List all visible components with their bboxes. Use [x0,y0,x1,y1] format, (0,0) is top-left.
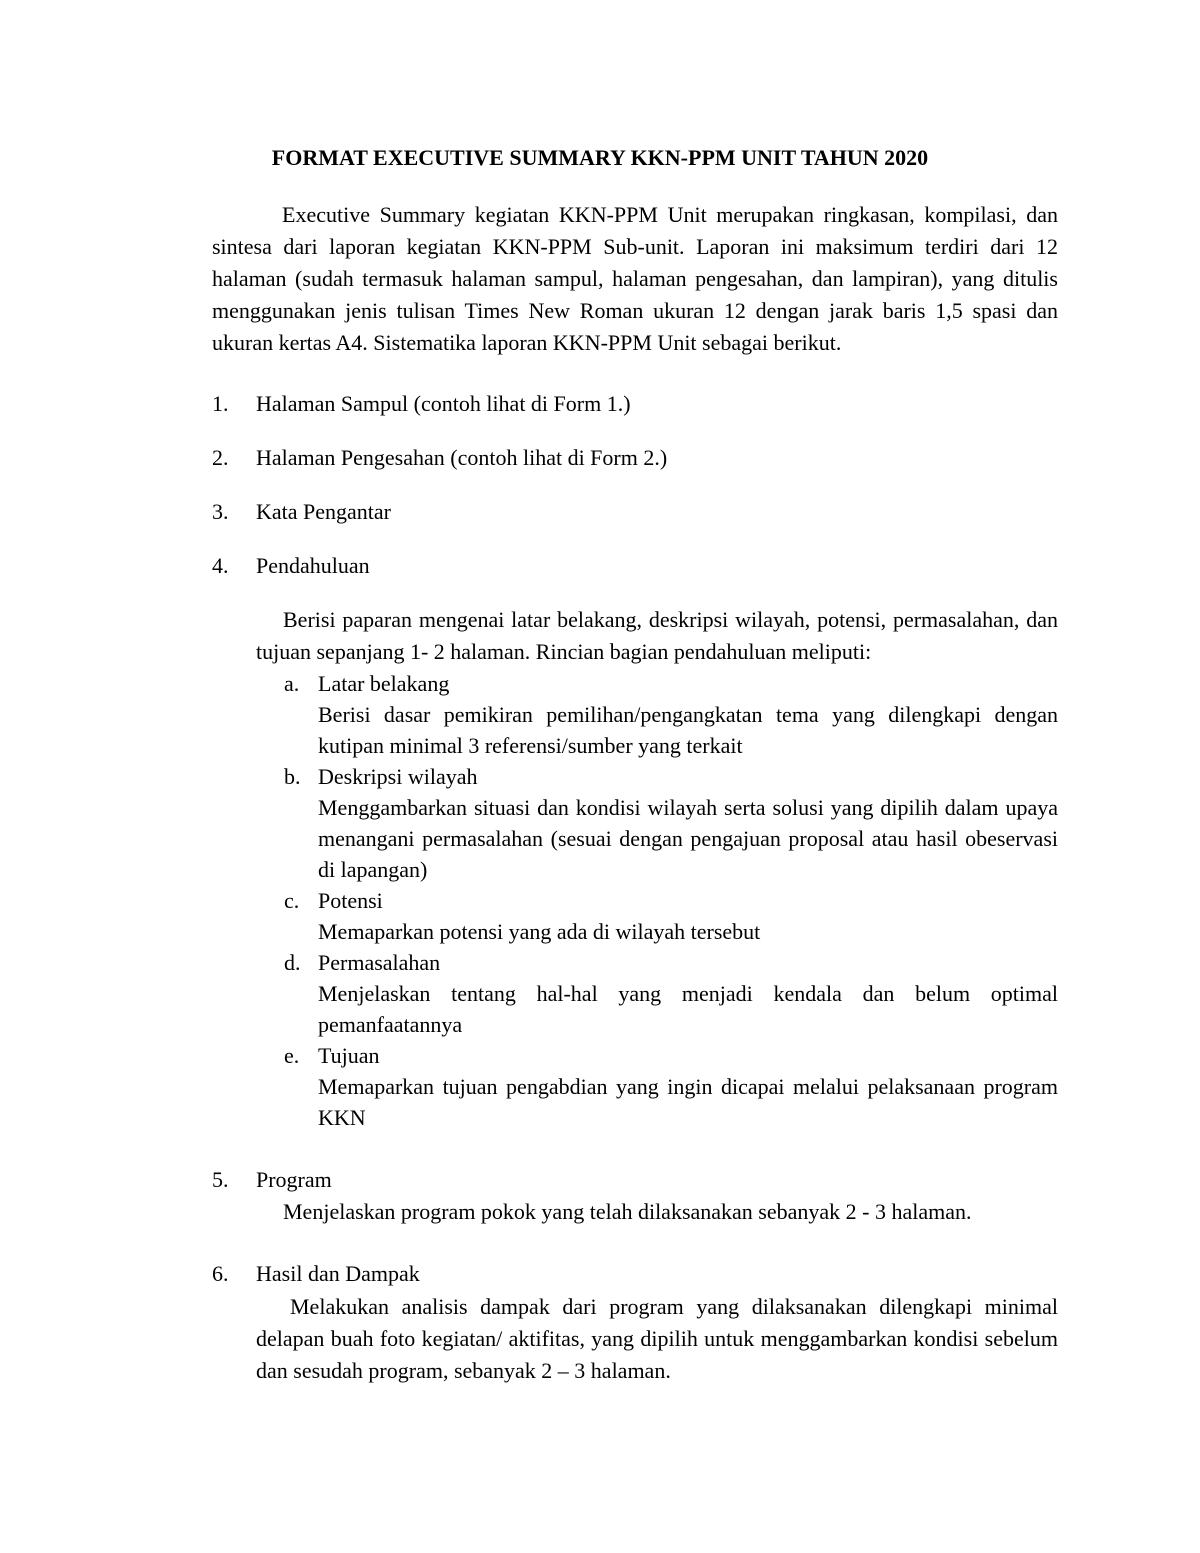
subitem-permasalahan: Permasalahan [318,950,441,975]
item-number: 5. [212,1167,229,1192]
item-program: Program [256,1167,332,1192]
intro-paragraph: Executive Summary kegiatan KKN-PPM Unit merupakan ringkasan, kompilasi, dan sintesa dari laporan kegiatan KKN-PPM Sub-unit. Laporan ini maksimum terdiri dari 12 halaman (sudah termasuk halaman sampul, halaman pengesahan, dan lampiran), yang ditulis menggunakan jenis tulisan Times New Roman ukuran 12 dengan jarak baris 1,5 spasi dan ukuran kertas A4. Sistematika laporan KKN-PPM Unit sebagai berikut. [212,202,1058,355]
subitem-description: Menggambarkan situasi dan kondisi wilayah serta solusi yang dipilih dalam upaya menangani permasalahan (sesuai dengan pengajuan proposal atau hasil obeservasi di lapangan) [318,795,1058,882]
program-description: Menjelaskan program pokok yang telah dilaksanakan sebanyak 2 - 3 halaman. [283,1199,972,1224]
item-kata-pengantar: Kata Pengantar [256,499,391,524]
item-hasil-dan-dampak: Hasil dan Dampak [256,1261,420,1286]
item-number: 3. [212,499,229,524]
pendahuluan-description: Berisi paparan mengenai latar belakang, deskripsi wilayah, potensi, permasalahan, dan tujuan sepanjang 1- 2 halaman. Rincian bagian pendahuluan meliputi: [256,607,1058,664]
hasil-dampak-description: Melakukan analisis dampak dari program yang dilaksanakan dilengkapi minimal delapan buah foto kegiatan/ aktifitas, yang dipilih untuk menggambarkan kondisi sebelum dan sesudah program, sebanyak 2 – 3 halaman. [256,1294,1058,1383]
subitem-description: Memaparkan potensi yang ada di wilayah tersebut [318,919,761,944]
subitem-description: Memaparkan tujuan pengabdian yang ingin dicapai melalui pelaksanaan program KKN [318,1074,1058,1130]
subitem-deskripsi-wilayah: Deskripsi wilayah [318,764,478,789]
subitem-potensi: Potensi [318,888,383,913]
item-number: 2. [212,445,229,470]
subitem-letter: b. [284,764,301,789]
subitem-letter: a. [284,671,300,696]
item-halaman-pengesahan: Halaman Pengesahan (contoh lihat di Form 2.) [256,445,668,470]
item-number: 6. [212,1261,229,1286]
subitem-description: Berisi dasar pemikiran pemilihan/pengangkatan tema yang dilengkapi dengan kutipan minimal 3 referensi/sumber yang terkait [318,702,1058,758]
document-title: FORMAT EXECUTIVE SUMMARY KKN-PPM UNIT TAHUN 2020 [271,145,929,170]
subitem-description: Menjelaskan tentang hal-hal yang menjadi kendala dan belum optimal pemanfaatannya [318,981,1058,1037]
subitem-letter: c. [284,888,300,913]
item-number: 1. [212,391,229,416]
subitem-letter: e. [284,1043,300,1068]
subitem-letter: d. [284,950,301,975]
item-number: 4. [212,553,229,578]
subitem-tujuan: Tujuan [318,1043,380,1068]
item-pendahuluan: Pendahuluan [256,553,370,578]
subitem-latar-belakang: Latar belakang [318,671,450,696]
item-halaman-sampul: Halaman Sampul (contoh lihat di Form 1.) [256,391,631,416]
